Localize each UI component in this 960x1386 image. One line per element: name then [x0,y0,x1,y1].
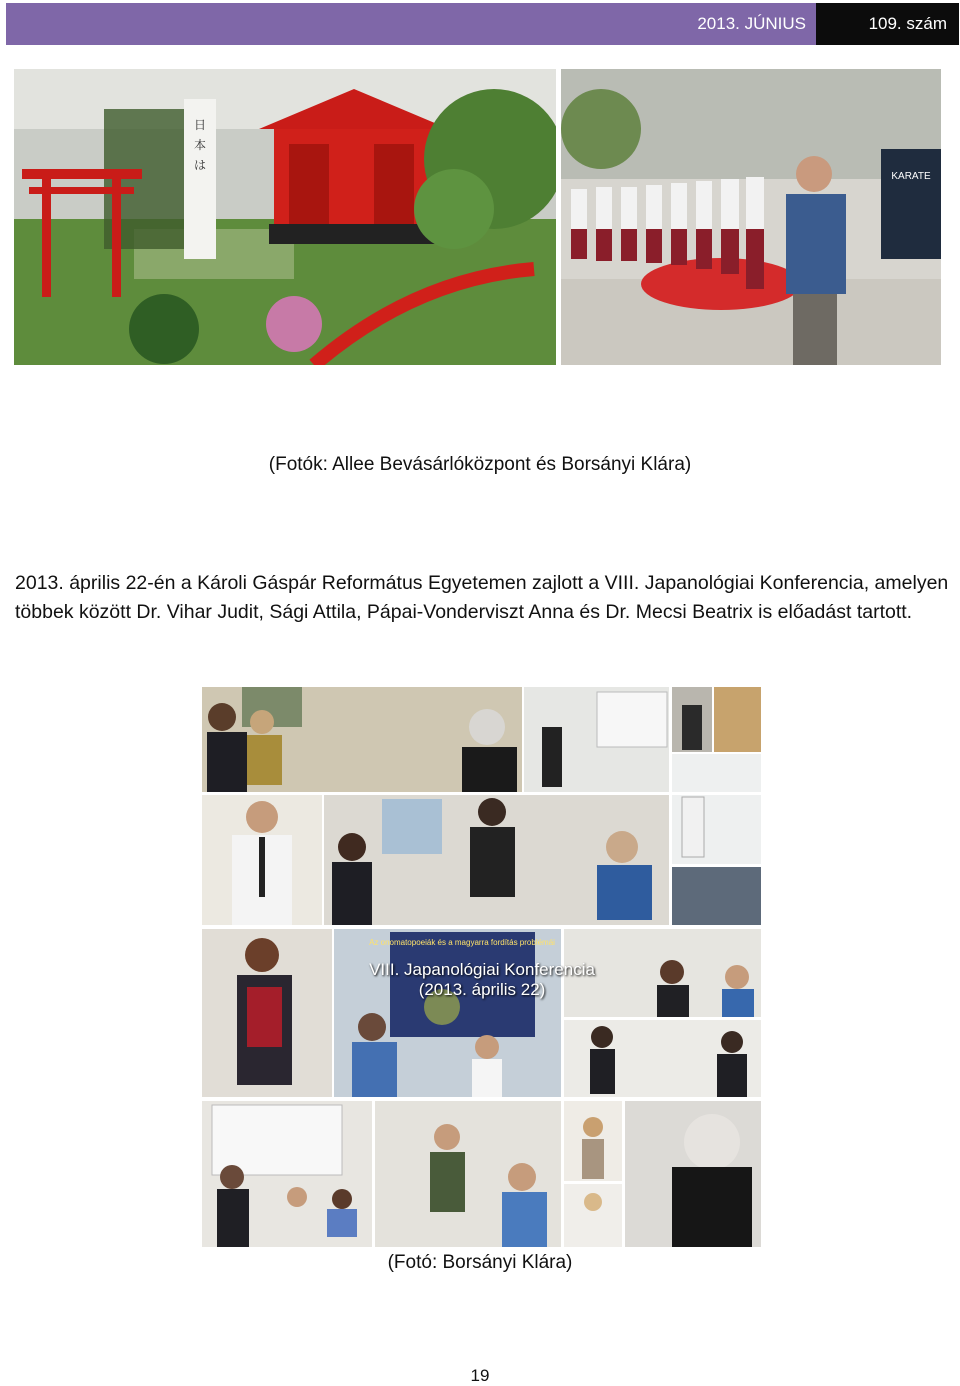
slide-title-text: Az onomatopoeiák és a magyarra fordítás problémái [369,938,555,947]
svg-text:日: 日 [193,118,207,132]
photo-karate-team [561,69,941,365]
issue-date: 2013. JÚNIUS [697,14,806,33]
header-band [6,3,959,45]
svg-text:は: は [193,158,207,172]
issue-number: 109. szám [816,3,959,45]
collage-overlay-title: VIII. Japanológiai Konferencia [369,960,595,979]
photo-japanese-garden [14,69,556,365]
svg-text:本: 本 [193,138,207,152]
svg-text:KARATE: KARATE [891,171,931,182]
article-paragraph: 2013. április 22-én a Károli Gáspár Református Egyetemen zajlott a VIII. Japanológiai Konferencia, amelyen többek között Dr. Vihar Judit, Sági Attila, Pápai-Vonderviszt Anna és Dr. Mecsi Beatrix is előadást tartott. [15,572,949,623]
collage-overlay-date: (2013. április 22) [418,980,546,999]
photo-conference-collage [202,687,761,1247]
top-photos-caption: (Fotók: Allee Bevásárlóközpont és Borsányi Klára) [268,454,692,475]
page-number: 19 [470,1366,490,1385]
collage-caption: (Fotó: Borsányi Klára) [387,1252,573,1273]
